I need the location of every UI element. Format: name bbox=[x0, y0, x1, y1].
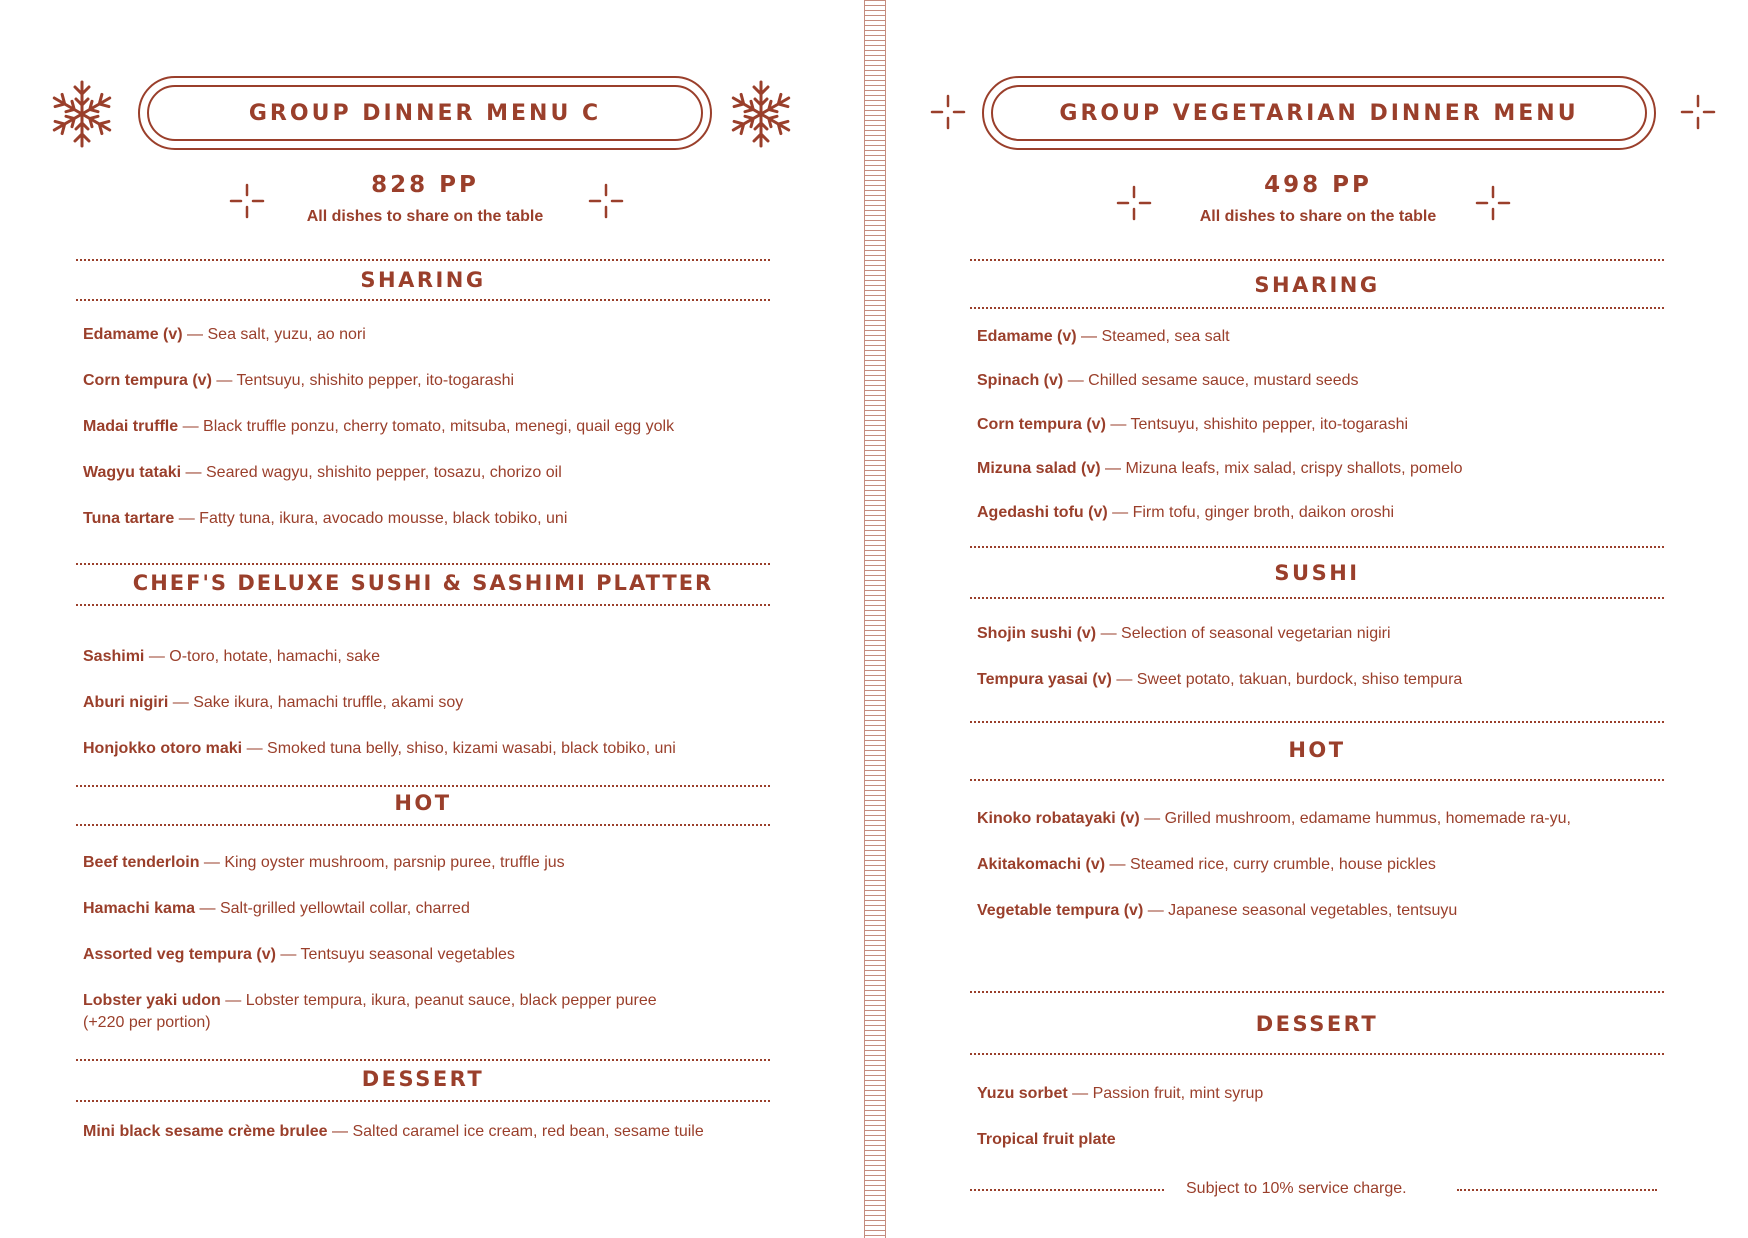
menu-item: Vegetable tempura (v) — Japanese seasonal vegetables, tentsuyu bbox=[977, 902, 1458, 919]
section-title-platter: CHEF'S DELUXE SUSHI & SASHIMI PLATTER bbox=[132, 571, 714, 595]
dotted-divider bbox=[970, 1189, 1164, 1191]
dotted-divider bbox=[76, 259, 770, 261]
menu-item-surcharge: (+220 per portion) bbox=[83, 1014, 211, 1031]
dotted-divider bbox=[76, 299, 770, 301]
menu-item: Spinach (v) — Chilled sesame sauce, mustard seeds bbox=[977, 372, 1359, 389]
section-title-sushi: SUSHI bbox=[1274, 561, 1360, 585]
menu-item: Edamame (v) — Sea salt, yuzu, ao nori bbox=[83, 326, 366, 343]
subtitle: All dishes to share on the table bbox=[306, 208, 544, 225]
dotted-divider bbox=[76, 1100, 770, 1102]
sparkle-cross-icon bbox=[588, 183, 624, 219]
menu-item: Mini black sesame crème brulee — Salted caramel ice cream, red bean, sesame tuile bbox=[83, 1123, 704, 1140]
menu-item: Aburi nigiri — Sake ikura, hamachi truffle, akami soy bbox=[83, 694, 464, 711]
menu-item: Akitakomachi (v) — Steamed rice, curry crumble, house pickles bbox=[977, 856, 1436, 873]
menu-item: Yuzu sorbet — Passion fruit, mint syrup bbox=[977, 1085, 1264, 1102]
sparkle-cross-icon bbox=[1680, 94, 1716, 130]
section-title-sharing: SHARING bbox=[360, 268, 486, 292]
menu-item: Mizuna salad (v) — Mizuna leafs, mix salad, crispy shallots, pomelo bbox=[977, 460, 1463, 477]
dotted-divider bbox=[76, 1059, 770, 1061]
menu-item: Tropical fruit plate bbox=[977, 1131, 1116, 1148]
menu-title: GROUP DINNER MENU C bbox=[248, 100, 602, 126]
section-title-hot: HOT bbox=[394, 791, 452, 815]
snowflake-icon bbox=[725, 78, 797, 150]
dotted-divider bbox=[970, 1053, 1664, 1055]
menu-item: Wagyu tataki — Seared wagyu, shishito pepper, tosazu, chorizo oil bbox=[83, 464, 562, 481]
sparkle-cross-icon bbox=[1475, 185, 1511, 221]
dotted-divider bbox=[76, 563, 770, 565]
price: 498 PP bbox=[1264, 172, 1372, 198]
menu-title-banner bbox=[982, 76, 1656, 150]
dotted-divider bbox=[970, 259, 1664, 261]
menu-item: Madai truffle — Black truffle ponzu, cherry tomato, mitsuba, menegi, quail egg yolk bbox=[83, 418, 675, 435]
section-title-dessert: DESSERT bbox=[361, 1067, 485, 1091]
menu-item: Lobster yaki udon — Lobster tempura, ikura, peanut sauce, black pepper puree (+220 per portion) bbox=[83, 992, 657, 1031]
book-spine bbox=[864, 0, 886, 1238]
dotted-divider bbox=[970, 546, 1664, 548]
menu-item: Sashimi — O-toro, hotate, hamachi, sake bbox=[83, 648, 381, 665]
service-charge-note: Subject to 10% service charge. bbox=[1186, 1180, 1407, 1197]
section-title-hot: HOT bbox=[1288, 738, 1346, 762]
sparkle-cross-icon bbox=[930, 94, 966, 130]
dotted-divider bbox=[970, 779, 1664, 781]
dotted-divider bbox=[970, 597, 1664, 599]
section-title-dessert: DESSERT bbox=[1255, 1012, 1379, 1036]
menu-item: Agedashi tofu (v) — Firm tofu, ginger broth, daikon oroshi bbox=[977, 504, 1395, 521]
dotted-divider bbox=[76, 604, 770, 606]
section-title-sharing: SHARING bbox=[1254, 273, 1380, 297]
menu-title-banner bbox=[138, 76, 712, 150]
dotted-divider bbox=[970, 721, 1664, 723]
dotted-divider bbox=[76, 785, 770, 787]
menu-item: Beef tenderloin — King oyster mushroom, parsnip puree, truffle jus bbox=[83, 854, 565, 871]
menu-item: Corn tempura (v) — Tentsuyu, shishito pepper, ito-togarashi bbox=[83, 372, 515, 389]
menu-item: Corn tempura (v) — Tentsuyu, shishito pepper, ito-togarashi bbox=[977, 416, 1409, 433]
menu-item: Hamachi kama — Salt-grilled yellowtail collar, charred bbox=[83, 900, 470, 917]
menu-item: Tempura yasai (v) — Sweet potato, takuan, burdock, shiso tempura bbox=[977, 671, 1463, 688]
right-menu-page bbox=[890, 0, 1748, 1238]
dotted-divider bbox=[76, 824, 770, 826]
subtitle: All dishes to share on the table bbox=[1199, 208, 1437, 225]
left-menu-page bbox=[0, 0, 860, 1238]
menu-item: Shojin sushi (v) — Selection of seasonal vegetarian nigiri bbox=[977, 625, 1391, 642]
menu-item: Kinoko robatayaki (v) — Grilled mushroom, edamame hummus, homemade ra-yu, bbox=[977, 810, 1571, 827]
dotted-divider bbox=[970, 991, 1664, 993]
menu-title: GROUP VEGETARIAN DINNER MENU bbox=[1059, 100, 1579, 126]
dotted-divider bbox=[1457, 1189, 1657, 1191]
snowflake-icon bbox=[46, 78, 118, 150]
menu-item: Assorted veg tempura (v) — Tentsuyu seasonal vegetables bbox=[83, 946, 515, 963]
dotted-divider bbox=[970, 307, 1664, 309]
menu-item: Honjokko otoro maki — Smoked tuna belly, shiso, kizami wasabi, black tobiko, uni bbox=[83, 740, 676, 757]
price: 828 PP bbox=[371, 172, 479, 198]
menu-item: Tuna tartare — Fatty tuna, ikura, avocado mousse, black tobiko, uni bbox=[83, 510, 568, 527]
menu-item: Edamame (v) — Steamed, sea salt bbox=[977, 328, 1230, 345]
